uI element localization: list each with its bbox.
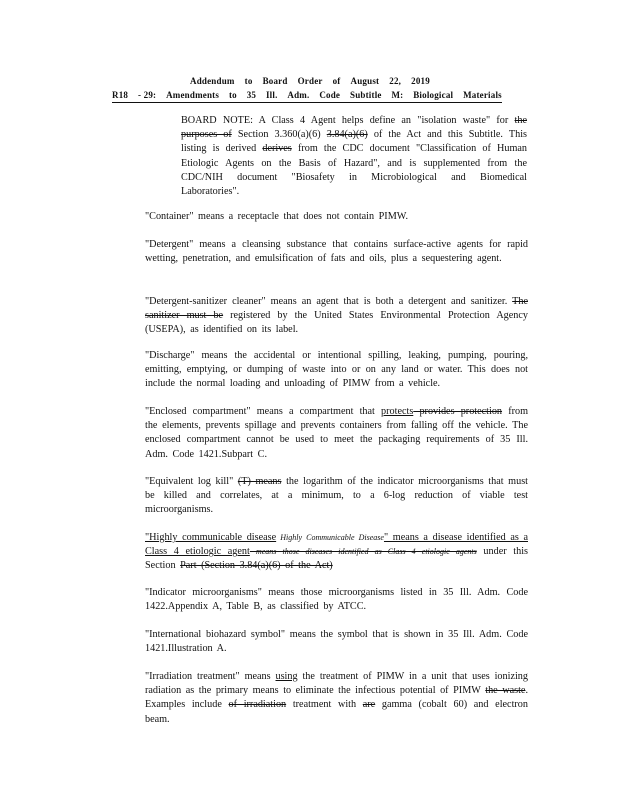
header-word: M: [391,90,404,100]
definition-highly-communicable-disease: "Highly communicable disease Highly Communicable Disease" means a disease identified as a Class 4 etiologic agent means those diseases identified as Class 4 etiologic agents under this Section Part (Section 3.84(a)(6) of the Act) [145,532,528,572]
header-word: R18 [112,90,129,100]
header-word: to [244,76,253,86]
definition-international-biohazard-symbol: "International biohazard symbol" means the symbol that is shown in 35 Ill. Adm. Code 1421.Illustration A. [145,629,528,655]
definition-detergent-sanitizer: "Detergent-sanitizer cleaner" means an agent that is both a detergent and sanitizer. The sanitizer must be registered by the United States Environmental Protection Agency (USEPA), as identified on its label. [145,296,528,336]
header-word: Adm. [287,90,310,100]
header-word: 22, [389,76,402,86]
header-word: Board [262,76,288,86]
header-word: Subtitle [349,90,382,100]
header-word: - 29: [137,90,157,100]
header-word: Code [319,90,341,100]
header-word: Materials [463,90,502,100]
header-word: August [350,76,380,86]
header-word: 2019 [411,76,430,86]
definition-equivalent-log-kill: "Equivalent log kill" (T) means the logarithm of the indicator microorganisms that must be killed and correlates, at a minimum, to a 6-log reduction of viable test microorganisms. [145,476,528,516]
definition-discharge: "Discharge" means the accidental or intentional spilling, leaking, pumping, pouring, emitting, emptying, or dumping of waste into or on any land or water. This does not include the normal loading and unloading of PIMW from a vehicle. [145,350,528,390]
board-note: BOARD NOTE: A Class 4 Agent helps define an "isolation waste" for the purposes of Section 3.360(a)(6) 3.84(a)(6) of the Act and this Subtitle. This listing is derived derives from the CDC document "Classification of Human Etiologic Agents on the Basis of Hazard", and is supplemented from the CDC/NIH document "Biosafety in Microbiological and Biomedical Laboratories". [181,115,527,198]
header-word: Amendments [166,90,220,100]
definition-irradiation-treatment: "Irradiation treatment" means using the treatment of PIMW in a unit that uses ionizing radiation as the primary means to eliminate the infectious potential of PIMW the waste. Examples include of irradiation treatment with are gamma (cobalt 60) and electron beam. [145,671,528,725]
header-word: of [332,76,341,86]
definition-detergent: "Detergent" means a cleansing substance that contains surface-active agents for rapid wetting, penetration, and emulsification of fats and oils, plus a sequestering agent. [145,239,528,265]
definition-container: "Container" means a receptacle that does not contain PIMW. [145,211,408,222]
header-word: Order [297,76,323,86]
definition-enclosed-compartment: "Enclosed compartment" means a compartment that protects provides protection from the elements, prevents spillage and prevents containers from falling off the vehicle. The enclosed compartment cannot be used to meet the packaging requirements of 35 Ill. Adm. Code 1421.Subpart C. [145,406,528,460]
header-word: Ill. [265,90,278,100]
header-line-1 [190,76,430,86]
header-word: Addendum [190,76,235,86]
header-line-2 [112,90,502,103]
header-word: 35 [246,90,257,100]
header-word: to [228,90,237,100]
header-word: Biological [413,90,454,100]
definition-indicator-microorganisms: "Indicator microorganisms" means those microorganisms listed in 35 Ill. Adm. Code 1422.Appendix A, Table B, as classified by ATCC. [145,587,528,613]
